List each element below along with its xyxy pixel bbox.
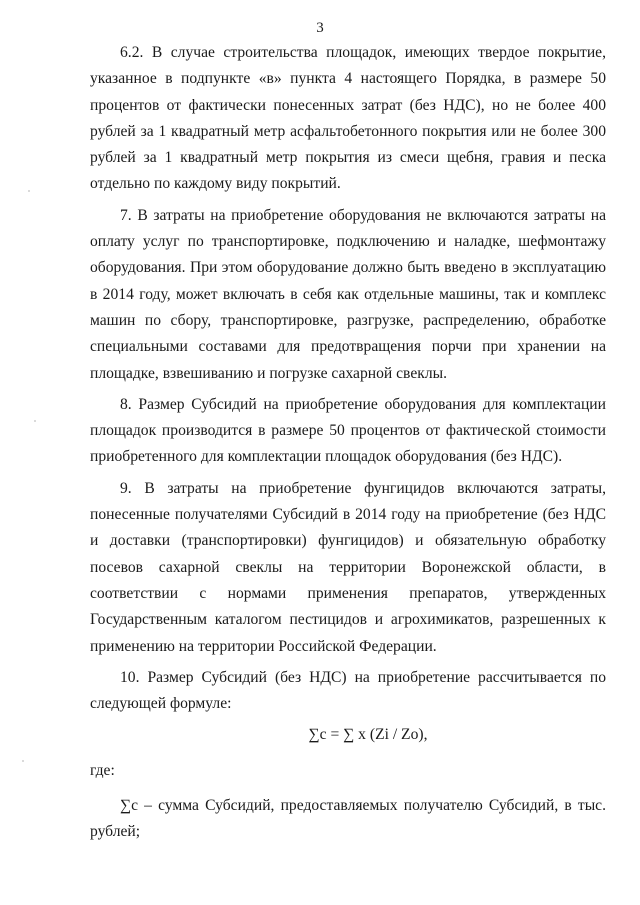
paragraph-9: 9. В затраты на приобретение фунгицидов включаются затраты, понесенные получателями Субсидий в 2014 году на приобретение (без НДС и доставки (транспортировки) фунгицидов) и обязательную обработку посевов сахарной свеклы на территории Воронежской области, в соответствии с нормами применения препаратов, утвержденных Государственным каталогом пестицидов и агрохимикатов, разрешенных к применению на территории Российской Федерации. bbox=[90, 479, 606, 655]
paragraph-10: 10. Размер Субсидий (без НДС) на приобретение рассчитывается по следующей формуле: bbox=[90, 668, 606, 713]
where-label: где: bbox=[90, 761, 115, 779]
definition-sum-c: ∑с – сумма Субсидий, предоставляемых получателю Субсидий, в тыс. рублей; bbox=[90, 797, 606, 841]
scan-speck bbox=[22, 760, 24, 762]
paragraph-8: 8. Размер Субсидий на приобретение оборудования для комплектации площадок производится в размере 50 процентов от фактической стоимости приобретенного для комплектации площадок оборудования (без НДС). bbox=[90, 395, 606, 466]
scan-speck bbox=[34, 420, 36, 422]
page-number: 3 bbox=[316, 20, 324, 36]
document-body bbox=[90, 40, 606, 851]
paragraph-7: 7. В затраты на приобретение оборудования не включаются затраты на оплату услуг по транспортировке, подключению и наладке, шефмонтажу оборудования. При этом оборудование должно быть введено в эксплуатацию в 2014 году, может включать в себя как отдельные машины, так и комплекс машин по сбору, транспортировке, разгрузке, распределению, обработке специальными составами для предотвращения порчи при хранении на площадке, взвешиванию и погрузке сахарной свеклы. bbox=[90, 206, 606, 382]
subsidy-formula: ∑с = ∑ x (Zi / Zo), bbox=[308, 726, 428, 744]
scan-speck bbox=[28, 190, 30, 192]
paragraph-6-2: 6.2. В случае строительства площадок, имеющих твердое покрытие, указанное в подпункте «в» пункта 4 настоящего Порядка, в размере 50 процентов от фактически понесенных затрат (без НДС), но не более 400 рублей за 1 квадратный метр асфальтобетонного покрытия или не более 300 рублей за 1 квадратный метр покрытия из смеси щебня, гравия и песка отдельно по каждому виду покрытий. bbox=[90, 44, 606, 193]
